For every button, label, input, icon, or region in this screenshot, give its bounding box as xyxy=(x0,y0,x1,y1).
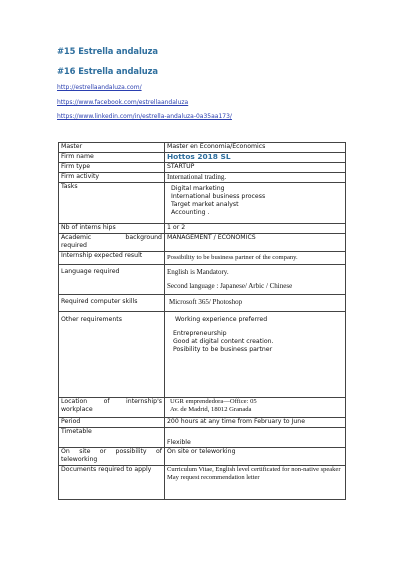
label-language: Language required xyxy=(59,265,165,295)
label-other-requirements: Other requirements xyxy=(59,312,165,398)
task-item: International business process xyxy=(171,193,266,200)
value-tasks xyxy=(165,183,346,224)
website-link[interactable]: http://estrellaandaluza.com/ xyxy=(57,84,142,91)
label-location: Location of internship's workplace xyxy=(59,398,165,418)
value-firm-activity: International trading. xyxy=(165,173,346,183)
offer-heading-15: #15 Estrella andaluza xyxy=(57,46,158,56)
task-item: Accounting . xyxy=(171,209,210,216)
linkedin-link[interactable]: https://www.linkedin.com/in/estrella-andaluza-0a35aa173/ xyxy=(57,113,232,120)
table-row xyxy=(59,265,346,295)
requirement-item: Good at digital content creation. xyxy=(173,338,274,345)
value-firm-type: STARTUP xyxy=(165,163,346,173)
value-interns: 1 or 2 xyxy=(165,224,346,234)
value-timetable: Flexible xyxy=(165,428,346,448)
table-row xyxy=(59,224,346,234)
label-period: Period xyxy=(59,418,165,428)
table-row xyxy=(59,295,346,312)
table-row xyxy=(59,163,346,173)
task-item: Target market analyst xyxy=(171,201,239,208)
table-row xyxy=(59,448,346,466)
table-row xyxy=(59,252,346,265)
label-tasks: Tasks xyxy=(59,183,165,224)
table-row xyxy=(59,173,346,183)
table-row xyxy=(59,143,346,153)
requirement-item: Working experience preferred xyxy=(175,316,268,323)
label-firm-type: Firm type xyxy=(59,163,165,173)
table-row xyxy=(59,153,346,163)
table-row xyxy=(59,428,346,448)
label-documents: Documents required to apply xyxy=(59,466,165,500)
table-row xyxy=(59,234,346,252)
value-teleworking: On site or teleworking xyxy=(165,448,346,466)
value-master: Master en Economia/Economics xyxy=(165,143,346,153)
value-expected-result: Possibility to be business partner of the company. xyxy=(165,252,346,265)
value-documents: Curriculum Vitae, English level certificated for non-native speaker May request recommendation letter xyxy=(165,466,346,500)
table-row xyxy=(59,466,346,500)
value-computer-skills: Microsoft 365/ Photoshop xyxy=(165,295,346,312)
label-timetable: Timetable xyxy=(59,428,165,448)
task-item: Digital marketing xyxy=(171,185,225,192)
label-interns: Nb of interns hips xyxy=(59,224,165,234)
label-computer-skills: Required computer skills xyxy=(59,295,165,312)
label-expected-result: Internship expected result xyxy=(59,252,165,265)
label-firm-name: Firm name xyxy=(59,153,165,163)
value-language: English is Mandatory. Second language : Japanese/ Arbic / Chinese xyxy=(165,265,346,295)
requirement-item: Entrepreneurship xyxy=(173,330,227,337)
label-master: Master xyxy=(59,143,165,153)
requirement-item: Posibility to be business partner xyxy=(173,346,273,353)
internship-table xyxy=(58,142,346,500)
table-row xyxy=(59,418,346,428)
value-location: UGR emprendedora—Office: 05 Av. de Madrid, 18012 Granada xyxy=(165,398,346,418)
label-firm-activity: Firm activity xyxy=(59,173,165,183)
value-period: 200 hours at any time from February to June xyxy=(165,418,346,428)
facebook-link[interactable]: https://www.facebook.com/estrellaandaluza xyxy=(57,99,189,106)
offer-heading-16: #16 Estrella andaluza xyxy=(57,66,158,76)
value-background: MANAGEMENT / ECONOMICS xyxy=(165,234,346,252)
table-row xyxy=(59,312,346,398)
label-teleworking: On site or possibility of teleworking xyxy=(59,448,165,466)
value-firm-name: Hottos 2018 SL xyxy=(165,153,346,163)
table-row xyxy=(59,183,346,224)
label-background: Academic background required xyxy=(59,234,165,252)
value-other-requirements xyxy=(165,312,346,398)
table-row xyxy=(59,398,346,418)
